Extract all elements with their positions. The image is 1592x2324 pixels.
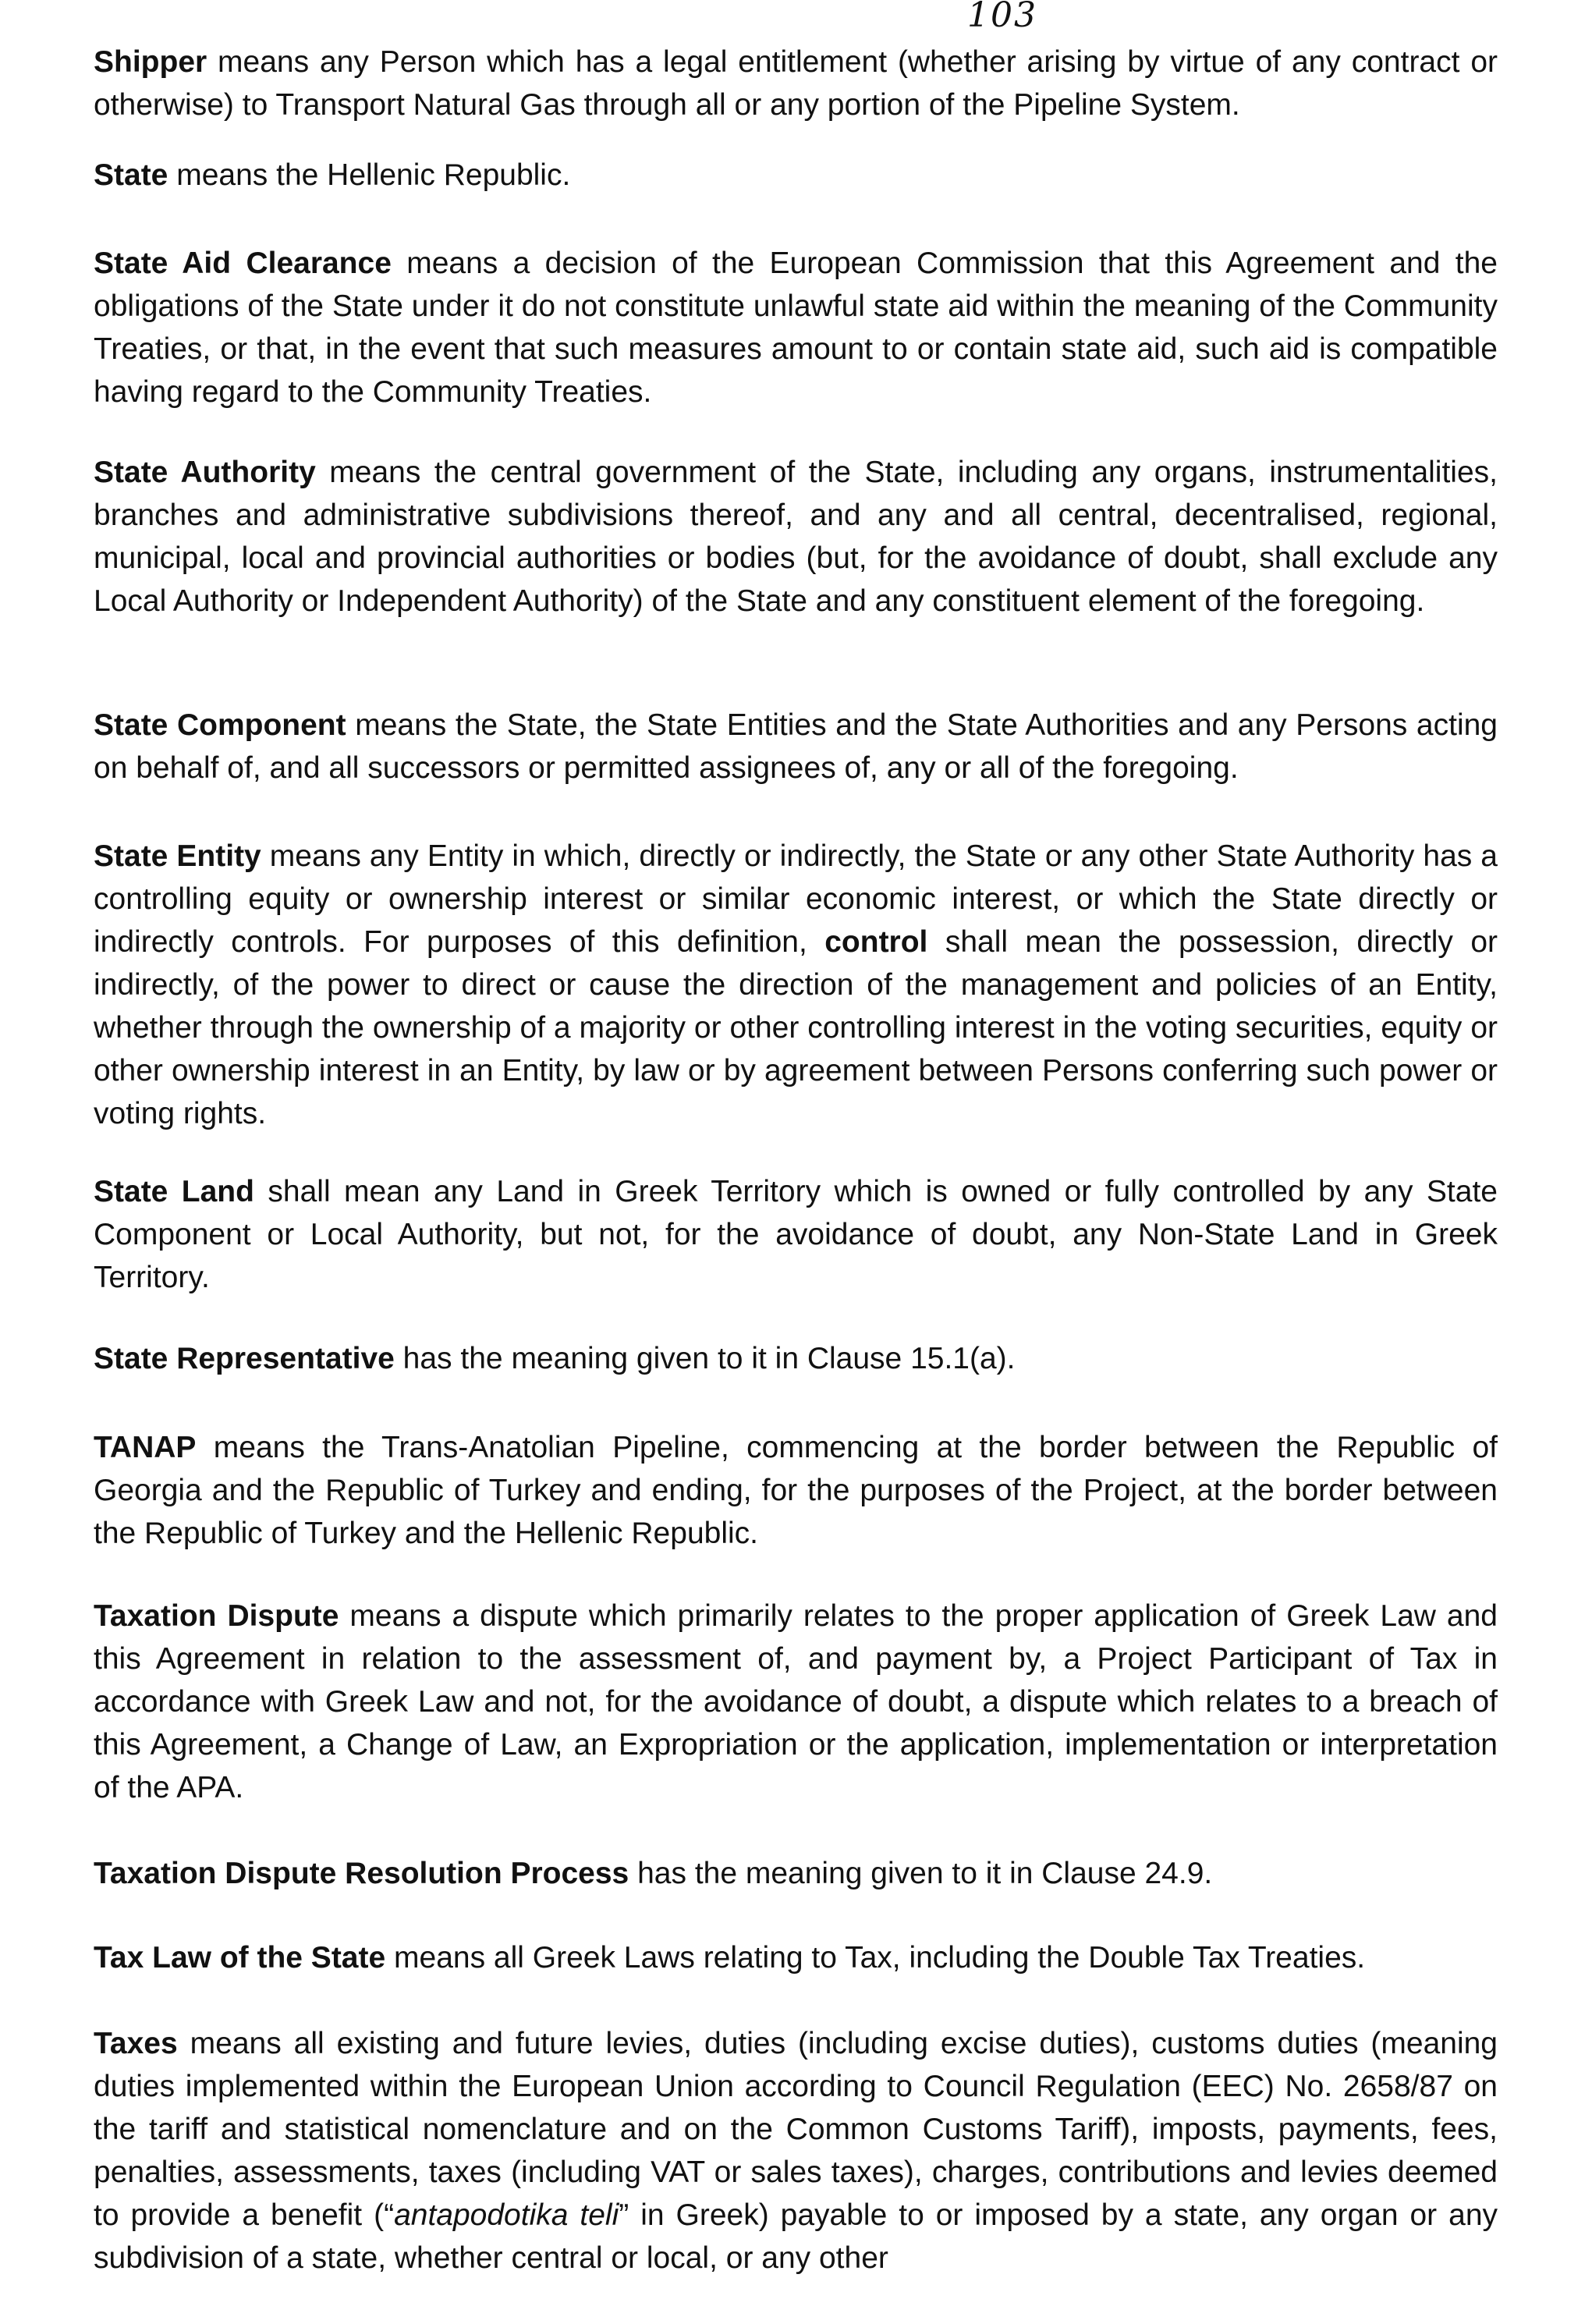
definition-state-land xyxy=(94,1170,1498,1299)
definition-text: has the meaning given to it in Clause 15.1(a). xyxy=(394,1342,1016,1375)
definition-text: means all existing and future levies, duties (including excise duties), customs duties (meaning duties implemented within the European Union according to Council Regulation (EEC) No. 2658/87 on the tariff and statistical nomenclature and on the Common Customs Tariff), imposts, payments, fees, penalties, assessments, taxes (including VAT or sales taxes), charges, contributions and levies deemed to provide a benefit (“ xyxy=(94,2027,1498,2232)
defined-term: Taxation Dispute xyxy=(94,1599,339,1633)
defined-term: Tax Law of the State xyxy=(94,1941,386,1975)
definition-text: has the meaning given to it in Clause 24.9. xyxy=(629,1857,1213,1890)
defined-term: TANAP xyxy=(94,1431,197,1464)
definition-taxation-dispute xyxy=(94,1595,1498,1809)
definition-shipper xyxy=(94,41,1498,126)
definition-text-continued: ” in Greek) payable to or imposed by a state, any organ or any subdivision of a state, whether central or local, or any other xyxy=(94,2198,1498,2275)
handwritten-page-number: 103 xyxy=(967,0,1037,35)
definition-state-authority xyxy=(94,451,1498,623)
defined-term: State Aid Clearance xyxy=(94,247,392,280)
definition-text: means the State, the State Entities and the State Authorities and any Persons acting on behalf of, and all successors or permitted assignees of, any or all of the foregoing. xyxy=(94,708,1498,785)
definition-tanap xyxy=(94,1426,1498,1555)
defined-term: Taxation Dispute Resolution Process xyxy=(94,1857,629,1890)
definition-text-continued: shall mean the possession, directly or indirectly, of the power to direct or cause the direction of the management and policies of an Entity, whether through the ownership of a majority or other controlling interest in the voting securities, equity or other ownership interest in an Entity, by law or by agreement between Persons conferring such power or voting rights. xyxy=(94,925,1498,1130)
defined-term: Taxes xyxy=(94,2027,178,2060)
definition-taxation-dispute-resolution-process xyxy=(94,1852,1498,1895)
defined-term: State Authority xyxy=(94,456,316,489)
defined-term: State Representative xyxy=(94,1342,395,1375)
definition-state-aid-clearance xyxy=(94,242,1498,413)
defined-term: State Component xyxy=(94,708,346,742)
definition-text: means the central government of the State, including any organs, instrumentalities, branches and administrative subdivisions thereof, and any and all central, decentralised, regional, municipal, local and provincial authorities or bodies (but, for the avoidance of doubt, shall exclude any Local Authority or Independent Authority) of the State and any constituent element of the foregoing. xyxy=(94,456,1498,618)
defined-term: Shipper xyxy=(94,45,207,79)
definition-text: means any Entity in which, directly or indirectly, the State or any other State Authority has a controlling equity or ownership interest or similar economic interest, or which the State directly or indirectly controls. For purposes of this definition, xyxy=(94,839,1498,959)
definition-taxes xyxy=(94,2022,1498,2280)
definition-text: means any Person which has a legal entitlement (whether arising by virtue of any contract or otherwise) to Transport Natural Gas through all or any portion of the Pipeline System. xyxy=(94,45,1498,122)
definition-text: shall mean any Land in Greek Territory which is owned or fully controlled by any State Component or Local Authority, but not, for the avoidance of doubt, any Non-State Land in Greek Territory. xyxy=(94,1175,1498,1294)
definition-text: means all Greek Laws relating to Tax, including the Double Tax Treaties. xyxy=(385,1941,1366,1975)
definition-text: means the Hellenic Republic. xyxy=(168,158,571,192)
definition-tax-law-of-the-state xyxy=(94,1936,1498,1979)
definition-text: means a decision of the European Commission that this Agreement and the obligations of the State under it do not constitute unlawful state aid within the meaning of the Community Treaties, or that, in the event that such measures amount to or contain state aid, such aid is compatible having regard to the Community Treaties. xyxy=(94,247,1498,409)
definition-state-entity xyxy=(94,835,1498,1135)
definition-text: means a dispute which primarily relates to the proper application of Greek Law and this Agreement in relation to the assessment of, and payment by, a Project Participant of Tax in accordance with Greek Law and not, for the avoidance of doubt, a dispute which relates to a breach of this Agreement, a Change of Law, an Expropriation or the application, implementation or interpretation of the APA. xyxy=(94,1599,1498,1804)
greek-term-italic: antapodotika teli xyxy=(394,2198,619,2232)
defined-term: State Land xyxy=(94,1175,254,1208)
inline-defined-term: control xyxy=(824,925,928,959)
defined-term: State xyxy=(94,158,168,192)
definition-text: means the Trans-Anatolian Pipeline, commencing at the border between the Republic of Georgia and the Republic of Turkey and ending, for the purposes of the Project, at the border between the Republic of Turkey and the Hellenic Republic. xyxy=(94,1431,1498,1550)
definition-state xyxy=(94,154,1498,197)
definition-state-component xyxy=(94,704,1498,789)
defined-term: State Entity xyxy=(94,839,261,873)
definition-state-representative xyxy=(94,1337,1498,1380)
